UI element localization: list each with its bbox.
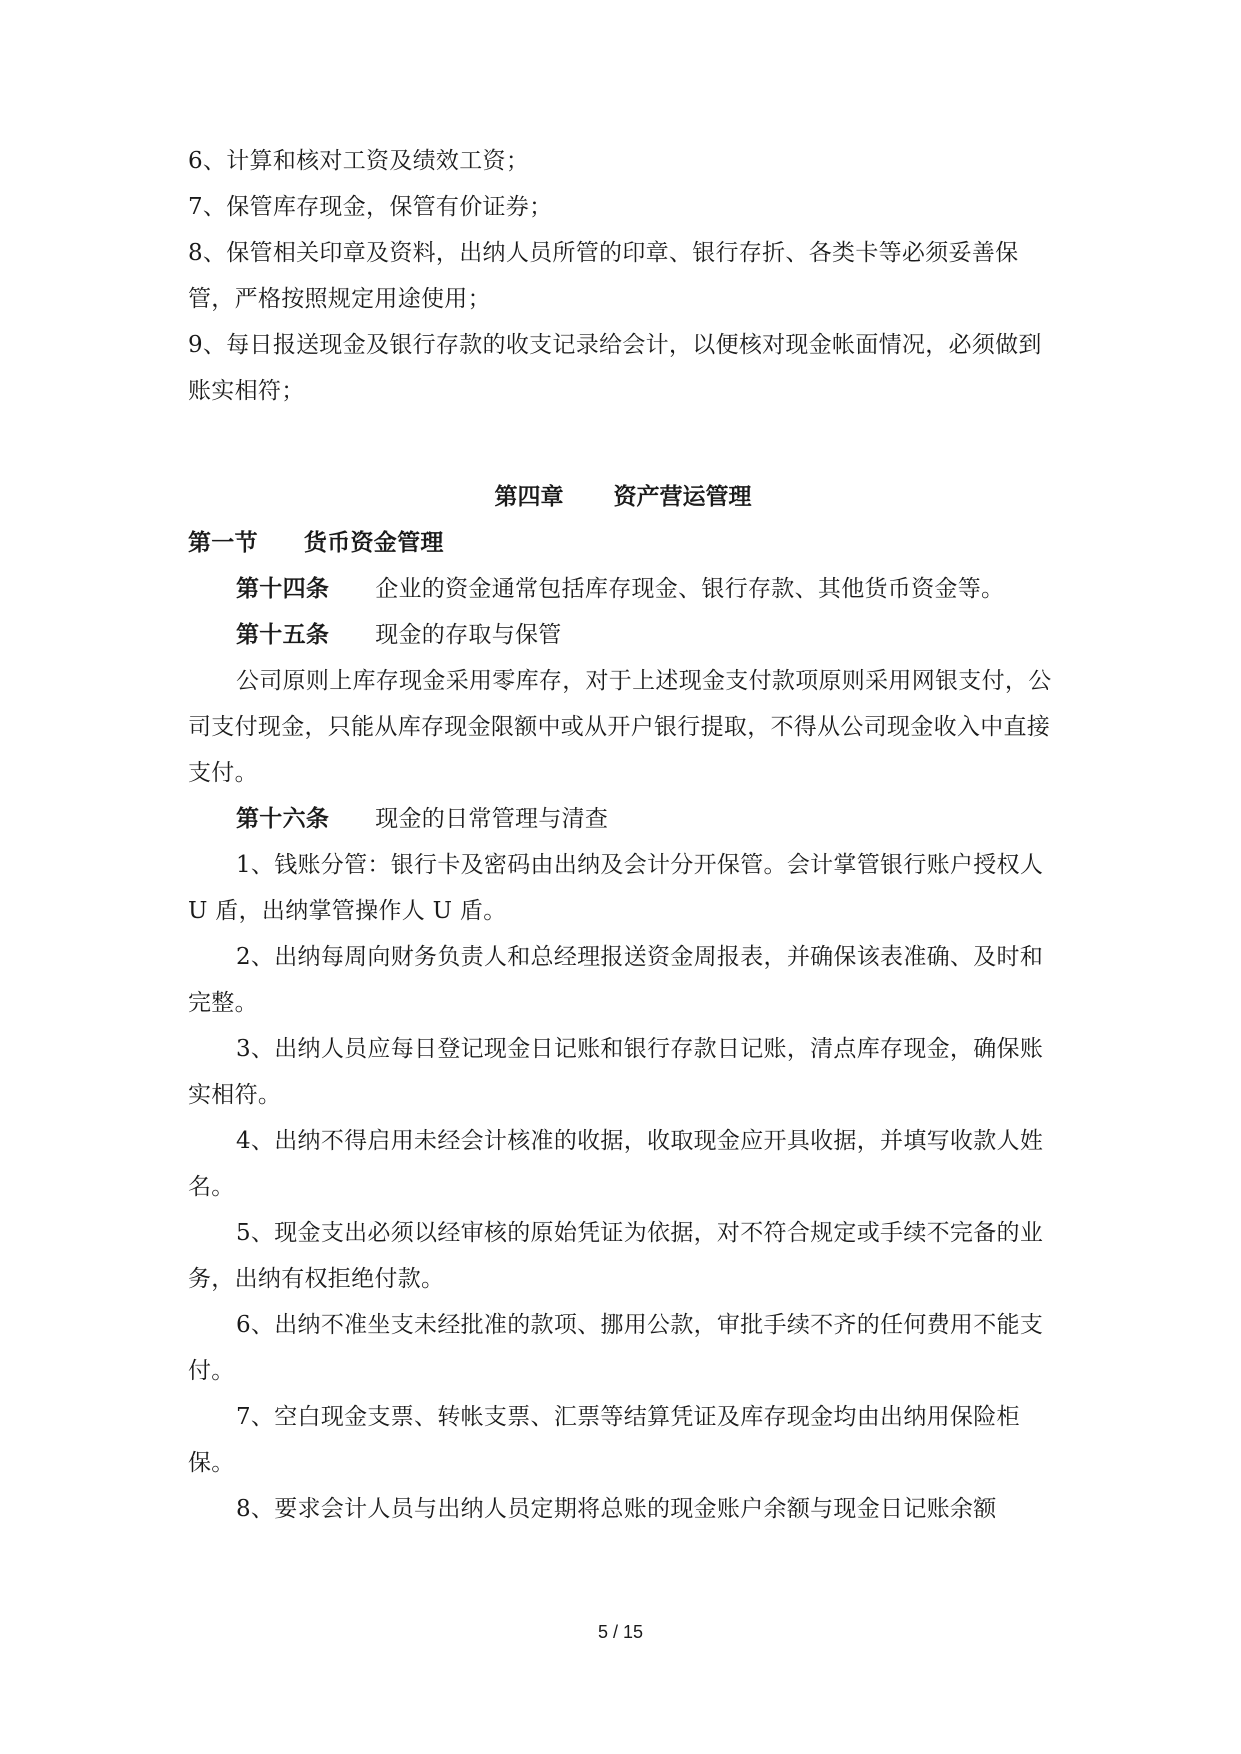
chapter-heading xyxy=(188,474,1058,520)
article-16-item-4: 4、出纳不得启用未经会计核准的收据，收取现金应开具收据，并填写收款人姓名。 xyxy=(188,1128,1044,1200)
section-title: 货币资金管理 xyxy=(303,530,444,556)
section-number: 第一节 xyxy=(188,530,258,556)
article-16-item-7: 7、空白现金支票、转帐支票、汇票等结算凭证及库存现金均由出纳用保险柜保。 xyxy=(188,1404,1020,1476)
article-15 xyxy=(188,612,1058,658)
section-content xyxy=(188,520,1058,1532)
article-15-number: 第十五条 xyxy=(236,622,330,648)
article-16-item-3: 3、出纳人员应每日登记现金日记账和银行存款日记账，清点库存现金，确保账实相符。 xyxy=(188,1036,1044,1108)
chapter-number: 第四章 xyxy=(494,484,564,510)
page-number: 5 / 15 xyxy=(597,1622,644,1642)
section-heading xyxy=(188,520,1058,566)
article-15-title: 现金的存取与保管 xyxy=(375,622,562,648)
duty-item-6: 6、计算和核对工资及绩效工资； xyxy=(188,148,530,174)
duty-list xyxy=(188,138,1058,414)
article-16-item-1: 1、钱账分管：银行卡及密码由出纳及会计分开保管。会计掌管银行账户授权人 U 盾，出纳掌管操作人 U 盾。 xyxy=(188,852,1044,924)
article-16-item-6: 6、出纳不准坐支未经批准的款项、挪用公款，审批手续不齐的任何费用不能支付。 xyxy=(188,1312,1044,1384)
article-16-title: 现金的日常管理与清查 xyxy=(375,806,609,832)
article-14-number: 第十四条 xyxy=(236,576,330,602)
duty-item-7: 7、保管库存现金，保管有价证券； xyxy=(188,194,553,220)
article-14-text: 企业的资金通常包括库存现金、银行存款、其他货币资金等。 xyxy=(375,576,1005,602)
article-16-item-5: 5、现金支出必须以经审核的原始凭证为依据，对不符合规定或手续不完备的业务，出纳有权拒绝付款。 xyxy=(188,1220,1044,1292)
article-16-item-2: 2、出纳每周向财务负责人和总经理报送资金周报表，并确保该表准确、及时和完整。 xyxy=(188,944,1044,1016)
article-16 xyxy=(188,796,1058,842)
article-16-number: 第十六条 xyxy=(236,806,330,832)
article-14 xyxy=(188,566,1058,612)
duty-item-8: 8、保管相关印章及资料，出纳人员所管的印章、银行存折、各类卡等必须妥善保管，严格按照规定用途使用； xyxy=(188,240,1019,312)
duty-item-9: 9、每日报送现金及银行存款的收支记录给会计，以便核对现金帐面情况，必须做到账实相符； xyxy=(188,332,1042,404)
article-16-item-8: 8、要求会计人员与出纳人员定期将总账的现金账户余额与现金日记账余额 xyxy=(236,1496,997,1522)
article-15-body: 公司原则上库存现金采用零库存，对于上述现金支付款项原则采用网银支付，公司支付现金，只能从库存现金限额中或从开户银行提取，不得从公司现金收入中直接支付。 xyxy=(188,668,1052,786)
chapter-title: 资产营运管理 xyxy=(613,484,752,510)
